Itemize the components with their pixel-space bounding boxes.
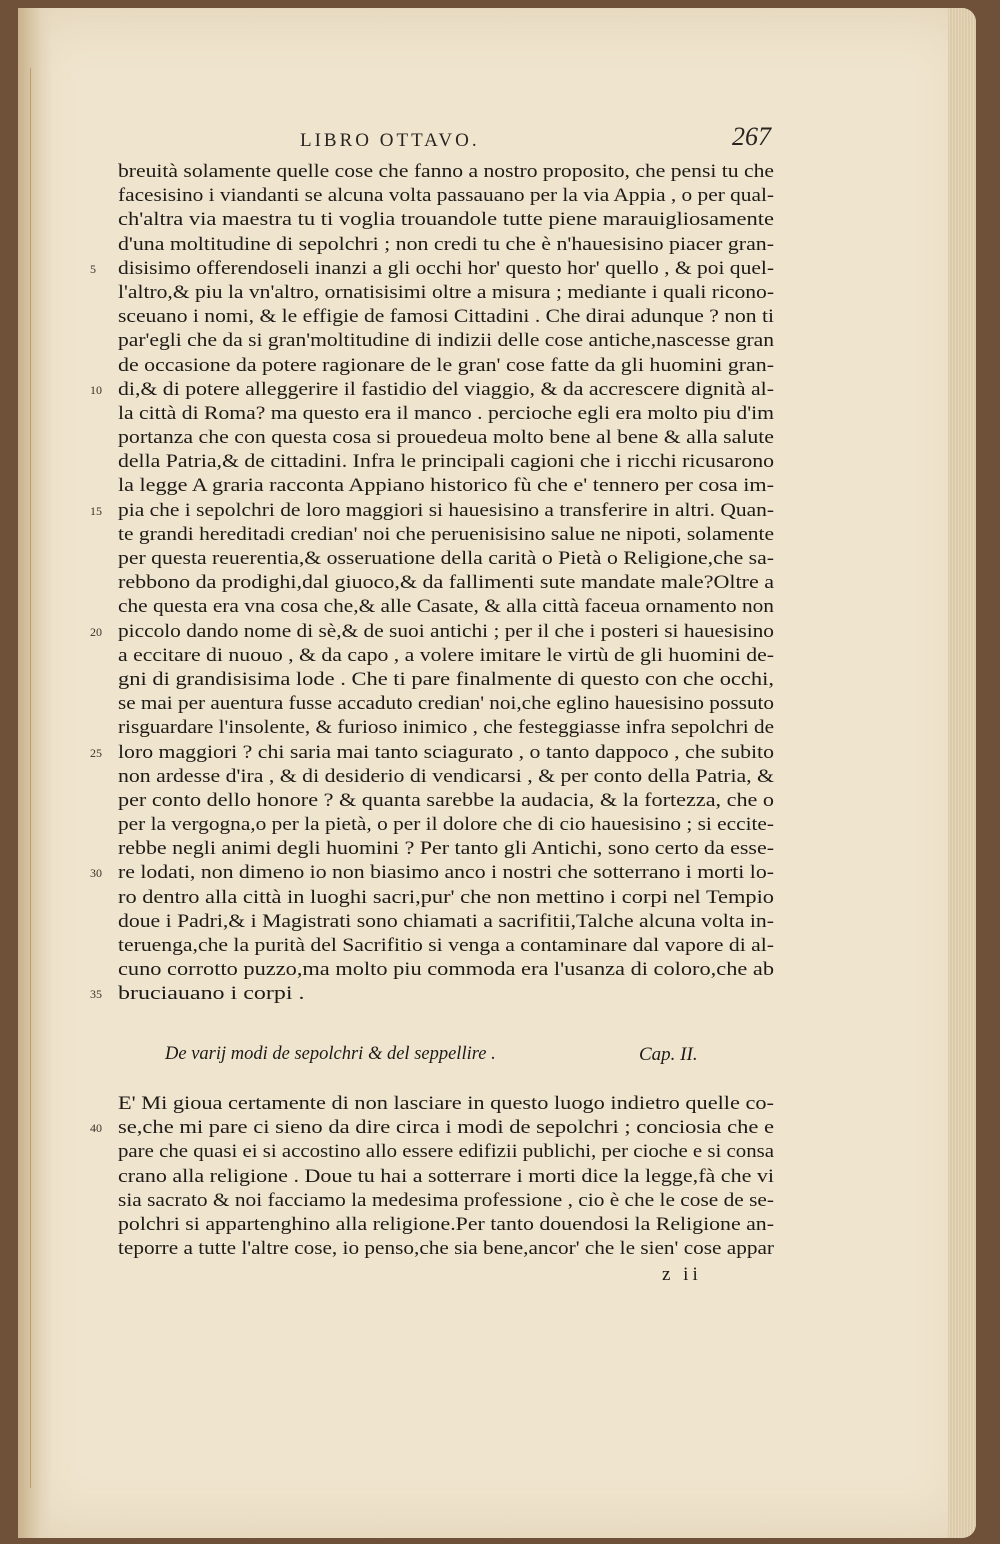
text-line xyxy=(100,208,790,232)
line-text: ch'altra via maestra tu ti voglia trouandole tutte piene marauigliosamente xyxy=(118,209,774,231)
text-line xyxy=(90,620,790,644)
text-line xyxy=(100,402,790,426)
text-line xyxy=(90,378,790,402)
chapter-title: De varij modi de sepolchri & del seppellire . xyxy=(165,1044,496,1064)
line-text: breuità solamente quelle cose che fanno a nostro proposito, che pensi tu che xyxy=(118,161,774,182)
line-text: portanza che con questa cosa si prouedeua molto bene al bene & alla salute xyxy=(118,427,774,449)
text-line xyxy=(100,1140,790,1164)
line-text: della Patria,& de cittadini. Infra le principali cagioni che i ricchi ricusarono xyxy=(118,451,774,473)
text-line xyxy=(100,789,790,813)
text-line xyxy=(100,450,790,474)
page-fore-edge xyxy=(948,8,976,1538)
line-text: la legge A graria racconta Appiano historico fù che e' tennero per cosa im- xyxy=(118,475,774,497)
line-text: doue i Padri,& i Magistrati sono chiamati a sacrifitii,Talche alcuna volta in- xyxy=(118,910,775,932)
facing-page-edge xyxy=(20,68,31,1488)
text-line xyxy=(100,716,790,740)
text-line xyxy=(90,982,790,1006)
text-line xyxy=(100,160,790,184)
line-number: 5 xyxy=(90,261,96,276)
line-text: risguardare l'insolente, & furioso inimico , che festeggiasse infra sepolchri de xyxy=(118,717,774,739)
chapter-text-block xyxy=(90,1092,790,1261)
text-line xyxy=(90,741,790,765)
line-text: che questa era vna cosa che,& alle Casate, & alla città faceua ornamento non xyxy=(118,596,774,618)
line-text: crano alla religione . Doue tu hai a sotterrare i morti dice la legge,fà che vi xyxy=(118,1165,775,1187)
text-line xyxy=(100,281,790,305)
line-text: se,che mi pare ci sieno da dire circa i modi de sepolchri ; conciosia che e xyxy=(118,1117,775,1139)
line-text: pia che i sepolchri de loro maggiori si hauesisino a transferire in altri. Quan- xyxy=(118,499,774,521)
text-line xyxy=(90,499,790,523)
line-text: re lodati, non dimeno io non biasimo anco i nostri che sotterrano i morti lo- xyxy=(118,862,774,884)
signature-mark: z ii xyxy=(662,1264,702,1285)
line-text: teporre a tutte l'altre cose, io penso,che sia bene,ancor' che le sien' cose appar xyxy=(118,1238,774,1260)
text-line xyxy=(100,886,790,910)
text-line xyxy=(100,1237,790,1261)
chapter-number: Cap. II. xyxy=(639,1044,698,1065)
text-line xyxy=(100,813,790,837)
main-text-block xyxy=(90,160,790,1007)
text-line xyxy=(100,233,790,257)
text-line xyxy=(100,184,790,208)
line-number: 10 xyxy=(90,382,102,397)
line-text: se mai per auentura fusse accaduto credian' noi,che eglino hauesisino possuto xyxy=(118,693,774,715)
line-text: la città di Roma? ma questo era il manco . percioche egli era molto piu d'im xyxy=(118,402,774,424)
line-number: 35 xyxy=(90,987,102,1002)
line-text: d'una moltitudine di sepolchri ; non credi tu che è n'hauesisino piacer gran- xyxy=(118,233,774,255)
text-line xyxy=(100,1092,790,1116)
line-text: rebbe negli animi degli huomini ? Per tanto gli Antichi, sono certo da esse- xyxy=(118,838,774,860)
text-line xyxy=(100,426,790,450)
running-title: LIBRO OTTAVO. xyxy=(300,130,480,151)
line-text: disisimo offerendoseli inanzi a gli occhi hor' questo hor' quello , & poi quel- xyxy=(118,257,774,279)
text-line xyxy=(100,1189,790,1213)
text-line xyxy=(100,354,790,378)
text-line xyxy=(100,329,790,353)
line-text: a eccitare di nuouo , & da capo , a volere imitare le virtù de gli huomini de- xyxy=(118,644,774,666)
line-text: ro dentro alla città in luoghi sacri,pur' che non mettino i corpi nel Tempio xyxy=(118,886,774,908)
line-text: per questa reuerentia,& osseruatione della carità o Pietà o Religione,che sa- xyxy=(118,548,774,569)
line-text: sceuano i nomi, & le effigie de famosi Cittadini . Che dirai adunque ? non ti xyxy=(118,306,774,328)
page-number: 267 xyxy=(732,122,771,151)
text-line xyxy=(100,595,790,619)
line-text: bruciauano i corpi . xyxy=(118,983,305,1005)
line-number: 40 xyxy=(90,1121,102,1136)
line-text: gni di grandisisima lode . Che ti pare finalmente di questo con che occhi, xyxy=(118,668,774,690)
line-text: piccolo dando nome di sè,& de suoi antichi ; per il che i posteri si hauesisino xyxy=(118,620,774,642)
text-line xyxy=(100,644,790,668)
line-text: loro maggiori ? chi saria mai tanto sciagurato , o tanto dappoco , che subito xyxy=(118,741,774,763)
line-text: te grandi hereditadi credian' noi che peruenisisino salue ne nipoti, solamente xyxy=(118,523,774,545)
text-line xyxy=(100,1213,790,1237)
text-line xyxy=(90,861,790,885)
line-text: teruenga,che la purità del Sacrifitio si venga a contaminare dal vapore di al- xyxy=(118,935,774,956)
line-text: l'altro,& piu la vn'altro, ornatisisimi oltre a misura ; mediante i quali ricono- xyxy=(118,281,774,303)
line-text: facesisino i viandanti se alcuna volta passauano per la via Appia , o per qual- xyxy=(118,185,775,207)
line-text: rebbono da prodighi,dal giuoco,& da fallimenti sute mandate male?Oltre a xyxy=(118,572,774,594)
text-line xyxy=(100,474,790,498)
text-line xyxy=(90,257,790,281)
text-line xyxy=(100,958,790,982)
line-text: pare che quasi ei si accostino allo essere edifizii publichi, per cioche e si consa xyxy=(118,1141,774,1163)
text-line xyxy=(100,934,790,958)
line-text: par'egli che da si gran'moltitudine di indizii delle cose antiche,nascesse gran xyxy=(118,330,774,352)
line-text: polchri si appartenghino alla religione.Per tanto douendosi la Religione an- xyxy=(118,1213,774,1235)
text-line xyxy=(100,571,790,595)
line-text: di,& di potere alleggerire il fastidio del viaggio, & da accrescere dignità al- xyxy=(118,378,774,400)
line-text: de occasione da potere ragionare de le gran' cose fatte da gli huomini gran- xyxy=(118,354,774,376)
page-header xyxy=(0,122,1000,158)
text-line xyxy=(100,910,790,934)
text-line xyxy=(100,668,790,692)
text-line xyxy=(100,305,790,329)
line-number: 15 xyxy=(90,503,102,518)
line-text: per la vergogna,o per la pietà, o per il dolore che di cio hauesisino ; si eccite- xyxy=(118,814,774,836)
line-text: cuno corrotto puzzo,ma molto piu commoda era l'usanza di coloro,che ab xyxy=(118,959,774,981)
text-line xyxy=(100,692,790,716)
line-number: 30 xyxy=(90,866,102,881)
line-text: non ardesse d'ira , & di desiderio di vendicarsi , & per conto della Patria, & xyxy=(118,765,774,787)
chapter-heading xyxy=(165,1044,765,1074)
text-line xyxy=(90,1116,790,1140)
text-line xyxy=(100,523,790,547)
text-line xyxy=(100,837,790,861)
text-line xyxy=(100,765,790,789)
text-line xyxy=(100,1165,790,1189)
line-number: 25 xyxy=(90,745,102,760)
line-text: sia sacrato & noi facciamo la medesima professione , cio è che le cose de se- xyxy=(118,1189,774,1211)
line-text: E' Mi gioua certamente di non lasciare in questo luogo indietro quelle co- xyxy=(118,1093,774,1114)
line-number: 20 xyxy=(90,624,102,639)
line-text: per conto dello honore ? & quanta sarebbe la audacia, & la fortezza, che o xyxy=(118,789,774,811)
text-line xyxy=(100,547,790,571)
